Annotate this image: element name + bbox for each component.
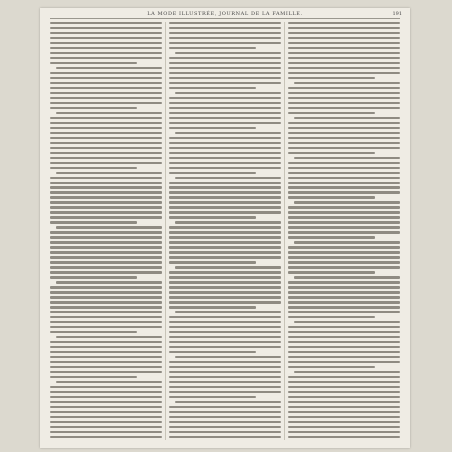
text-line (294, 201, 400, 203)
text-line (50, 157, 162, 159)
text-line (288, 406, 400, 408)
text-line (288, 127, 400, 129)
header-title: LA MODE ILLUSTRÉE, JOURNAL DE LA FAMILLE. (147, 11, 303, 17)
text-line (169, 72, 281, 74)
text-line (50, 351, 162, 353)
text-line (294, 117, 400, 119)
text-line (169, 291, 281, 293)
text-line (169, 431, 281, 433)
text-line (169, 97, 281, 99)
text-line (175, 92, 281, 94)
text-line (169, 376, 281, 378)
text-line (288, 206, 400, 208)
text-line (169, 286, 281, 288)
text-line (169, 331, 281, 333)
text-line (288, 426, 400, 428)
text-line (50, 122, 162, 124)
text-line (169, 251, 281, 253)
text-line (169, 77, 281, 79)
text-line (288, 72, 400, 74)
text-line (288, 381, 400, 383)
text-line (50, 27, 162, 29)
text-line (169, 306, 256, 308)
text-line (175, 266, 281, 268)
text-line (169, 246, 281, 248)
text-line (288, 112, 375, 114)
text-line (169, 321, 281, 323)
text-line (169, 42, 281, 44)
text-line (50, 416, 162, 418)
header-rule (50, 18, 400, 19)
text-line (288, 196, 375, 198)
text-line (288, 42, 400, 44)
text-line (169, 256, 281, 258)
text-line (50, 137, 162, 139)
text-line (50, 117, 162, 119)
text-line (169, 276, 281, 278)
text-line (50, 182, 162, 184)
text-column-3 (288, 22, 400, 440)
text-line (169, 336, 281, 338)
text-line (50, 376, 137, 378)
text-line (169, 261, 256, 263)
text-line (169, 351, 256, 353)
text-column-1 (50, 22, 162, 440)
text-line (288, 326, 400, 328)
text-line (288, 211, 400, 213)
text-line (175, 221, 281, 223)
text-line (288, 256, 400, 258)
text-line (169, 167, 281, 169)
text-line (50, 147, 162, 149)
text-line (288, 221, 400, 223)
text-line (50, 92, 162, 94)
text-line (50, 37, 162, 39)
text-line (288, 296, 400, 298)
text-line (169, 346, 281, 348)
text-line (50, 286, 162, 288)
text-line (288, 301, 400, 303)
text-line (288, 231, 400, 233)
text-line (50, 82, 162, 84)
text-line (288, 92, 400, 94)
text-line (50, 32, 162, 34)
text-line (288, 226, 400, 228)
text-line (288, 191, 400, 193)
text-line (50, 291, 162, 293)
text-line (50, 366, 162, 368)
magazine-page (40, 8, 410, 448)
text-line (288, 261, 400, 263)
text-line (50, 311, 162, 313)
text-line (169, 326, 281, 328)
text-line (50, 132, 162, 134)
text-line (169, 57, 281, 59)
text-line (169, 186, 281, 188)
text-line (169, 201, 281, 203)
text-line (50, 142, 162, 144)
text-line (288, 122, 400, 124)
text-line (288, 57, 400, 59)
text-line (175, 401, 281, 403)
text-line (169, 102, 281, 104)
text-line (50, 306, 162, 308)
text-line (175, 356, 281, 358)
text-line (288, 147, 400, 149)
text-line (50, 426, 162, 428)
text-line (294, 371, 400, 373)
text-line (50, 206, 162, 208)
text-line (288, 152, 375, 154)
text-line (169, 366, 281, 368)
text-line (288, 137, 400, 139)
text-line (50, 346, 162, 348)
text-line (50, 72, 162, 74)
text-line (169, 436, 281, 438)
text-line (169, 191, 281, 193)
text-line (56, 112, 162, 114)
text-line (169, 122, 281, 124)
text-line (50, 152, 162, 154)
text-line (288, 32, 400, 34)
text-line (288, 107, 400, 109)
text-line (169, 137, 281, 139)
text-line (288, 162, 400, 164)
text-line (50, 391, 162, 393)
text-line (169, 127, 256, 129)
text-line (288, 22, 400, 24)
text-line (169, 386, 281, 388)
text-line (288, 431, 400, 433)
text-line (175, 132, 281, 134)
text-line (288, 411, 400, 413)
text-line (50, 326, 162, 328)
text-line (169, 37, 281, 39)
text-line (50, 127, 162, 129)
text-line (169, 147, 281, 149)
text-line (50, 261, 162, 263)
text-line (50, 356, 162, 358)
text-line (50, 411, 162, 413)
text-line (56, 226, 162, 228)
page-number: 191 (392, 11, 402, 17)
text-line (288, 396, 400, 398)
text-line (169, 117, 281, 119)
text-line (50, 97, 162, 99)
text-line (294, 82, 400, 84)
text-line (169, 231, 281, 233)
text-line (288, 376, 400, 378)
text-line (169, 236, 281, 238)
text-line (288, 77, 375, 79)
text-line (288, 216, 400, 218)
text-line (169, 152, 281, 154)
text-line (50, 271, 162, 273)
text-line (288, 416, 400, 418)
text-line (288, 102, 400, 104)
text-line (50, 371, 162, 373)
text-line (288, 311, 400, 313)
text-line (50, 386, 162, 388)
text-line (50, 421, 162, 423)
text-line (50, 341, 162, 343)
text-line (50, 57, 162, 59)
text-line (169, 216, 256, 218)
text-line (288, 142, 400, 144)
text-line (288, 97, 400, 99)
text-line (288, 27, 400, 29)
text-line (294, 321, 400, 323)
text-line (288, 182, 400, 184)
text-line (169, 411, 281, 413)
text-line (169, 112, 281, 114)
text-line (50, 191, 162, 193)
text-line (288, 62, 400, 64)
text-line (50, 186, 162, 188)
text-line (288, 401, 400, 403)
text-line (288, 172, 400, 174)
text-line (288, 266, 400, 268)
text-line (288, 331, 400, 333)
text-line (288, 421, 400, 423)
text-line (169, 281, 281, 283)
text-line (288, 316, 375, 318)
text-line (50, 107, 137, 109)
column-divider (284, 22, 285, 440)
text-line (50, 251, 162, 253)
text-line (169, 341, 281, 343)
text-line (169, 27, 281, 29)
text-line (288, 366, 375, 368)
text-line (288, 177, 400, 179)
text-line (288, 251, 400, 253)
text-line (50, 301, 162, 303)
text-line (169, 172, 256, 174)
text-line (175, 52, 281, 54)
text-line (50, 22, 162, 24)
text-line (288, 436, 400, 438)
text-line (288, 346, 400, 348)
text-line (288, 306, 400, 308)
text-line (169, 381, 281, 383)
text-line (50, 177, 162, 179)
text-line (169, 67, 281, 69)
text-line (288, 271, 375, 273)
text-line (169, 301, 281, 303)
text-line (169, 87, 256, 89)
text-line (50, 316, 162, 318)
text-line (50, 256, 162, 258)
text-line (50, 162, 162, 164)
text-line (288, 291, 400, 293)
text-line (50, 52, 162, 54)
text-line (288, 47, 400, 49)
text-line (169, 47, 256, 49)
text-line (169, 206, 281, 208)
text-line (288, 67, 400, 69)
text-line (50, 167, 137, 169)
text-line (169, 396, 256, 398)
text-line (50, 331, 137, 333)
text-line (50, 401, 162, 403)
text-line (56, 67, 162, 69)
text-line (50, 396, 162, 398)
text-line (169, 162, 281, 164)
text-line (288, 286, 400, 288)
text-line (169, 82, 281, 84)
text-line (169, 271, 281, 273)
text-line (169, 107, 281, 109)
text-line (169, 226, 281, 228)
text-line (169, 316, 281, 318)
text-line (56, 172, 162, 174)
text-line (56, 281, 162, 283)
text-line (50, 77, 162, 79)
text-line (169, 426, 281, 428)
text-line (294, 241, 400, 243)
text-line (288, 336, 400, 338)
text-line (169, 361, 281, 363)
text-line (50, 47, 162, 49)
text-line (169, 32, 281, 34)
text-column-2 (169, 22, 281, 440)
text-line (288, 356, 400, 358)
text-line (169, 391, 281, 393)
text-line (50, 211, 162, 213)
text-line (50, 196, 162, 198)
text-line (294, 276, 400, 278)
text-line (50, 266, 162, 268)
text-line (50, 296, 162, 298)
text-line (288, 52, 400, 54)
text-line (56, 336, 162, 338)
text-line (50, 42, 162, 44)
text-line (288, 236, 375, 238)
text-line (50, 436, 162, 438)
column-divider (165, 22, 166, 440)
text-line (50, 201, 162, 203)
text-line (288, 386, 400, 388)
text-line (50, 431, 162, 433)
text-line (50, 221, 137, 223)
text-line (50, 87, 162, 89)
text-line (169, 241, 281, 243)
text-line (169, 157, 281, 159)
text-line (50, 62, 137, 64)
text-line (288, 281, 400, 283)
text-line (56, 381, 162, 383)
text-line (169, 22, 281, 24)
text-line (169, 416, 281, 418)
text-line (50, 216, 162, 218)
text-line (169, 142, 281, 144)
text-line (169, 182, 281, 184)
text-line (288, 167, 400, 169)
text-line (50, 231, 162, 233)
text-line (169, 406, 281, 408)
text-line (169, 421, 281, 423)
text-line (288, 132, 400, 134)
text-line (50, 276, 137, 278)
text-line (169, 196, 281, 198)
text-line (169, 62, 281, 64)
page-header (40, 8, 410, 22)
text-line (288, 351, 400, 353)
text-line (50, 241, 162, 243)
text-line (50, 406, 162, 408)
text-line (169, 211, 281, 213)
text-line (288, 246, 400, 248)
text-line (288, 391, 400, 393)
text-line (175, 177, 281, 179)
text-line (175, 311, 281, 313)
text-line (294, 157, 400, 159)
text-line (288, 186, 400, 188)
text-line (50, 246, 162, 248)
text-line (169, 371, 281, 373)
text-line (288, 37, 400, 39)
text-line (50, 321, 162, 323)
text-line (169, 296, 281, 298)
text-line (288, 87, 400, 89)
text-line (50, 102, 162, 104)
text-line (50, 236, 162, 238)
text-line (50, 361, 162, 363)
text-line (288, 361, 400, 363)
text-line (288, 341, 400, 343)
